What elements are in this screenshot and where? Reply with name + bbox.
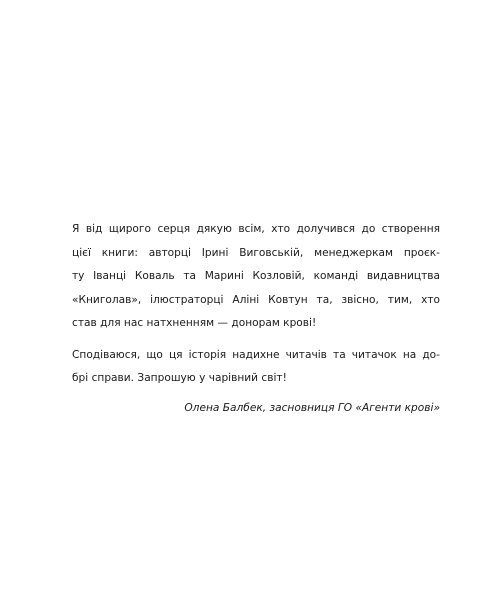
- paragraph-line: цієї книги: авторці Ірині Виговській, менеджеркам проєк-: [72, 246, 440, 259]
- paragraph-line: Я від щирого серця дякую всім, хто долучився до створення: [72, 223, 440, 235]
- acknowledgment-text: [72, 218, 440, 420]
- paragraph-line: «Книголав», ілюстраторці Аліні Ковтун та, звісно, тим, хто: [72, 293, 440, 306]
- paragraph-invitation: [72, 344, 440, 391]
- paragraph-line: Сподіваюся, що ця історія надихне читачів та читачок на до-: [72, 348, 440, 361]
- paragraph-line: брі справи. Запрошую у чарівний світ!: [72, 372, 287, 384]
- paragraph-line: ту Іванці Коваль та Марині Козловій, команді видавництва: [72, 270, 440, 282]
- paragraph-thanks: [72, 218, 440, 336]
- paragraph-line: став для нас натхненням — донорам крові!: [72, 317, 317, 329]
- signature: Олена Балбек, засновниця ГО «Агенти крові»: [184, 401, 440, 414]
